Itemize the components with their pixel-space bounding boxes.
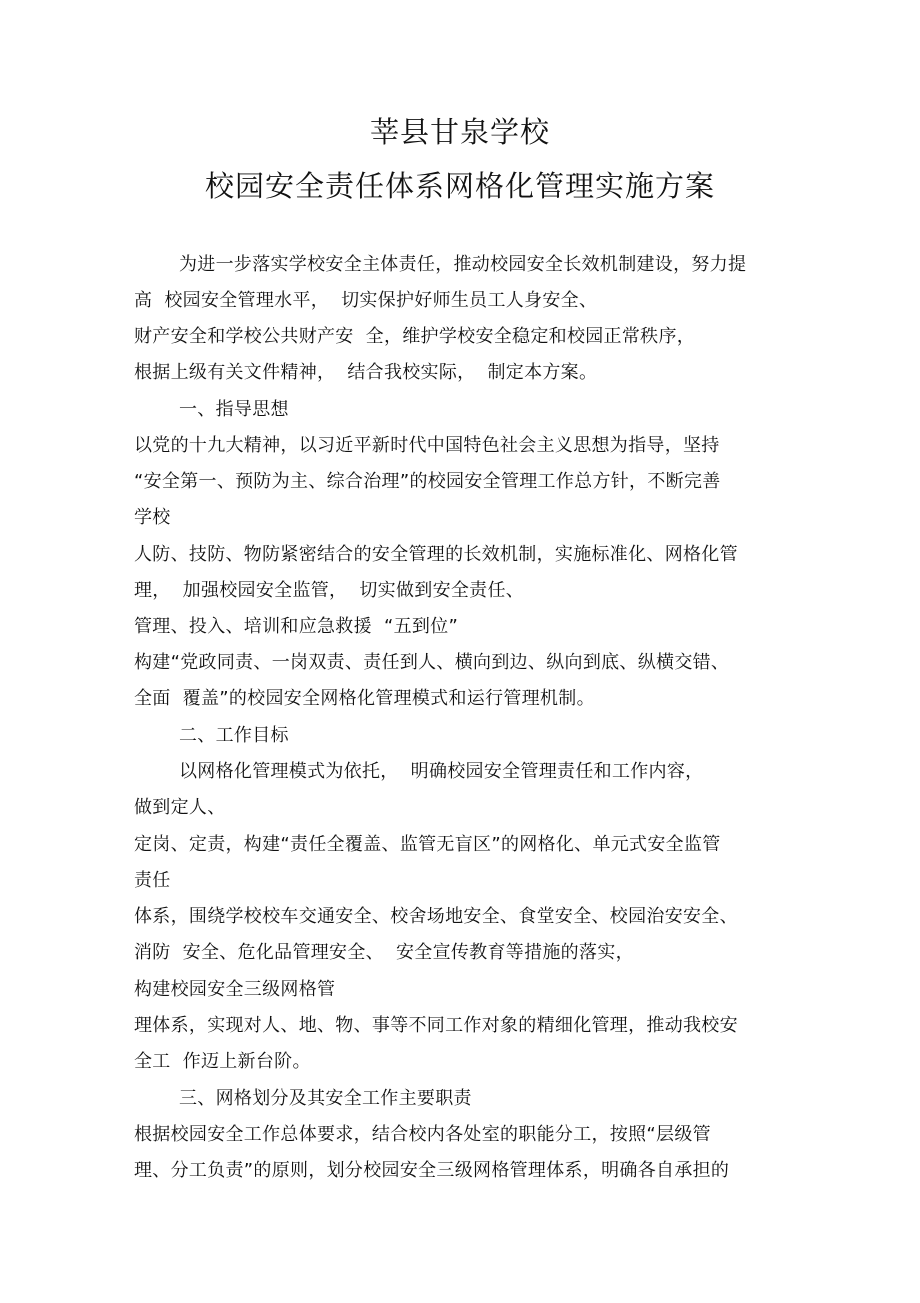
body-line: 构建校园安全三级网格管 (134, 979, 336, 1000)
body-line: 人防、技防、物防紧密结合的安全管理的长效机制，实施标准化、网格化管 (134, 544, 738, 565)
body-line: 做到定人、 (134, 797, 226, 818)
body-line: 构建“党政同责、一岗双责、责任到人、横向到边、纵向到底、纵横交错、 (134, 652, 730, 673)
school-name-title: 莘县甘泉学校 (369, 115, 550, 149)
body-line: 学校 (134, 507, 171, 528)
body-line: 以网格化管理模式为依托， 明确校园安全管理责任和工作内容， (179, 761, 704, 782)
intro-line: 高 校园安全管理水平， 切实保护好师生员工人身安全、 (134, 290, 598, 311)
body-line: 体系，围绕学校校车交通安全、校舍场地安全、食堂安全、校园治安安全、 (134, 906, 738, 927)
body-line: 全工 作迈上新台阶。 (134, 1051, 311, 1072)
intro-line: 为进一步落实学校安全主体责任，推动校园安全长效机制建设，努力提 (179, 254, 747, 275)
body-line: 理、分工负责”的原则，划分校园安全三级网格管理体系，明确各自承担的 (134, 1160, 730, 1181)
body-line: 理体系，实现对人、地、物、事等不同工作对象的精细化管理，推动我校安 (134, 1015, 738, 1036)
body-line: 定岗、定责，构建“责任全覆盖、监管无盲区”的网格化、单元式安全监管 (134, 834, 721, 855)
body-line: 全面 覆盖”的校园安全网格化管理模式和运行管理机制。 (134, 688, 595, 709)
section-heading-grid-division: 三、网格划分及其安全工作主要职责 (179, 1088, 472, 1109)
body-line: 根据校园安全工作总体要求，结合校内各处室的职能分工，按照“层级管 (134, 1124, 711, 1145)
intro-line: 根据上级有关文件精神， 结合我校实际， 制定本方案。 (134, 362, 598, 383)
body-line: 理， 加强校园安全监管， 切实做到安全责任、 (134, 580, 525, 601)
section-heading-work-goals: 二、工作目标 (179, 725, 289, 746)
body-line: 管理、投入、培训和应急救援 “五到位” (134, 616, 459, 637)
body-line: “安全第一、预防为主、综合治理”的校园安全管理工作总方针，不断完善 (134, 471, 721, 492)
body-line: 消防 安全、危化品管理安全、 安全宣传教育等措施的落实， (134, 942, 634, 963)
intro-line: 财产安全和学校公共财产安 全，维护学校安全稳定和校园正常秩序， (134, 326, 696, 347)
section-heading-guiding-thought: 一、指导思想 (179, 399, 289, 420)
body-line: 责任 (134, 870, 171, 891)
plan-title: 校园安全责任体系网格化管理实施方案 (204, 169, 715, 203)
body-line: 以党的十九大精神，以习近平新时代中国特色社会主义思想为指导，坚持 (134, 435, 720, 456)
